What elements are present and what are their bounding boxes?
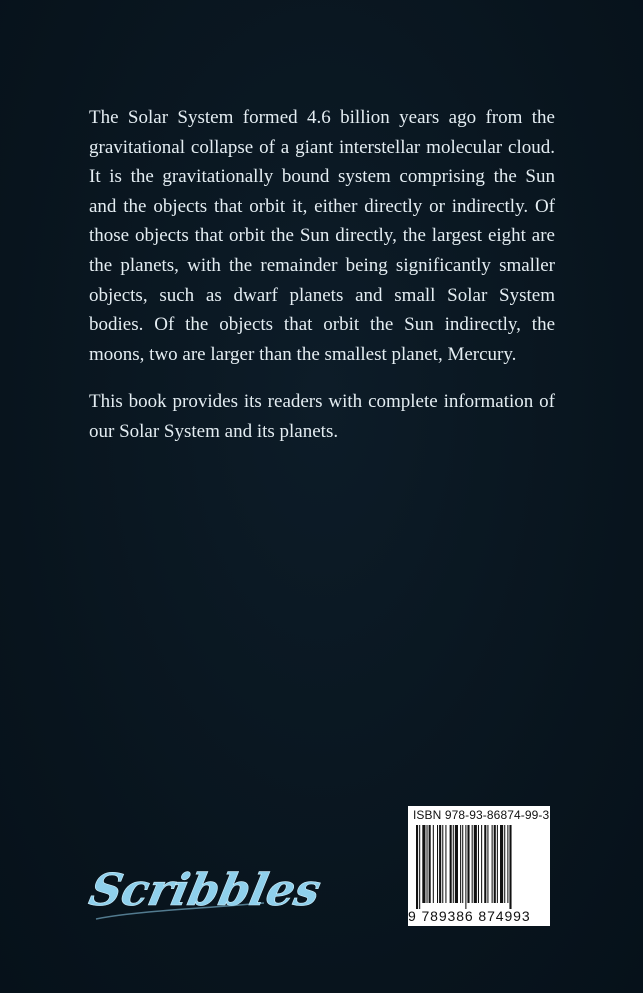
barcode-bar [481, 825, 482, 903]
blurb-text [89, 103, 555, 447]
barcode-bar [439, 825, 441, 903]
barcode-bar [460, 825, 461, 903]
barcode-bar [478, 825, 479, 903]
barcode-bar [422, 825, 425, 903]
barcode-bar [416, 825, 418, 909]
isbn-label: ISBN 978-93-86874-99-3 [413, 808, 550, 822]
barcode-bar [494, 825, 496, 903]
barcode-bar [427, 825, 428, 903]
barcode-bar [433, 825, 434, 903]
barcode-bar [450, 825, 452, 903]
publisher-logo [84, 845, 326, 940]
barcode-bar [442, 825, 443, 903]
barcode-bar [504, 825, 505, 903]
barcode-bar [474, 825, 477, 903]
publisher-logo-text: Scribbles [84, 864, 326, 916]
barcode-bar [507, 825, 508, 903]
isbn-number: 9 789386 874993 [408, 908, 531, 924]
blurb-paragraph-1: The Solar System formed 4.6 billion years ago from the gravitational collapse of a giant interstellar molecular cloud. It is the gravitationally bound system comprising the Sun and the objects that orbit it, either directly or indirectly. Of those objects that orbit the Sun directly, the largest eight are the planets, with the remainder being significantly smaller objects, such as dwarf planets and small Solar System bodies. Of the objects that orbit the Sun indirectly, the moons, two are larger than the smallest planet, Mercury. [89, 107, 555, 365]
publisher-logo-graphic [84, 845, 326, 935]
barcode-bar [487, 825, 488, 903]
barcode-bar [462, 825, 463, 903]
barcode-bar [445, 825, 446, 903]
barcode-bar [467, 825, 469, 903]
barcode-bar [492, 825, 493, 903]
barcode-bar [509, 825, 511, 909]
barcode-bar [437, 825, 438, 903]
isbn-barcode [408, 806, 550, 926]
barcode-bar [419, 825, 420, 909]
barcode-bar [453, 825, 454, 903]
barcode-bar [500, 825, 503, 903]
barcode-bar [465, 825, 466, 909]
barcode-bar [455, 825, 458, 903]
barcode-bar [484, 825, 486, 903]
barcode-bar [472, 825, 473, 903]
barcode-bar [497, 825, 498, 903]
barcode-bars [416, 825, 542, 909]
barcode-bar [429, 825, 431, 903]
blurb-paragraph-2: This book provides its readers with complete information of our Solar System and its planets. [89, 391, 555, 442]
